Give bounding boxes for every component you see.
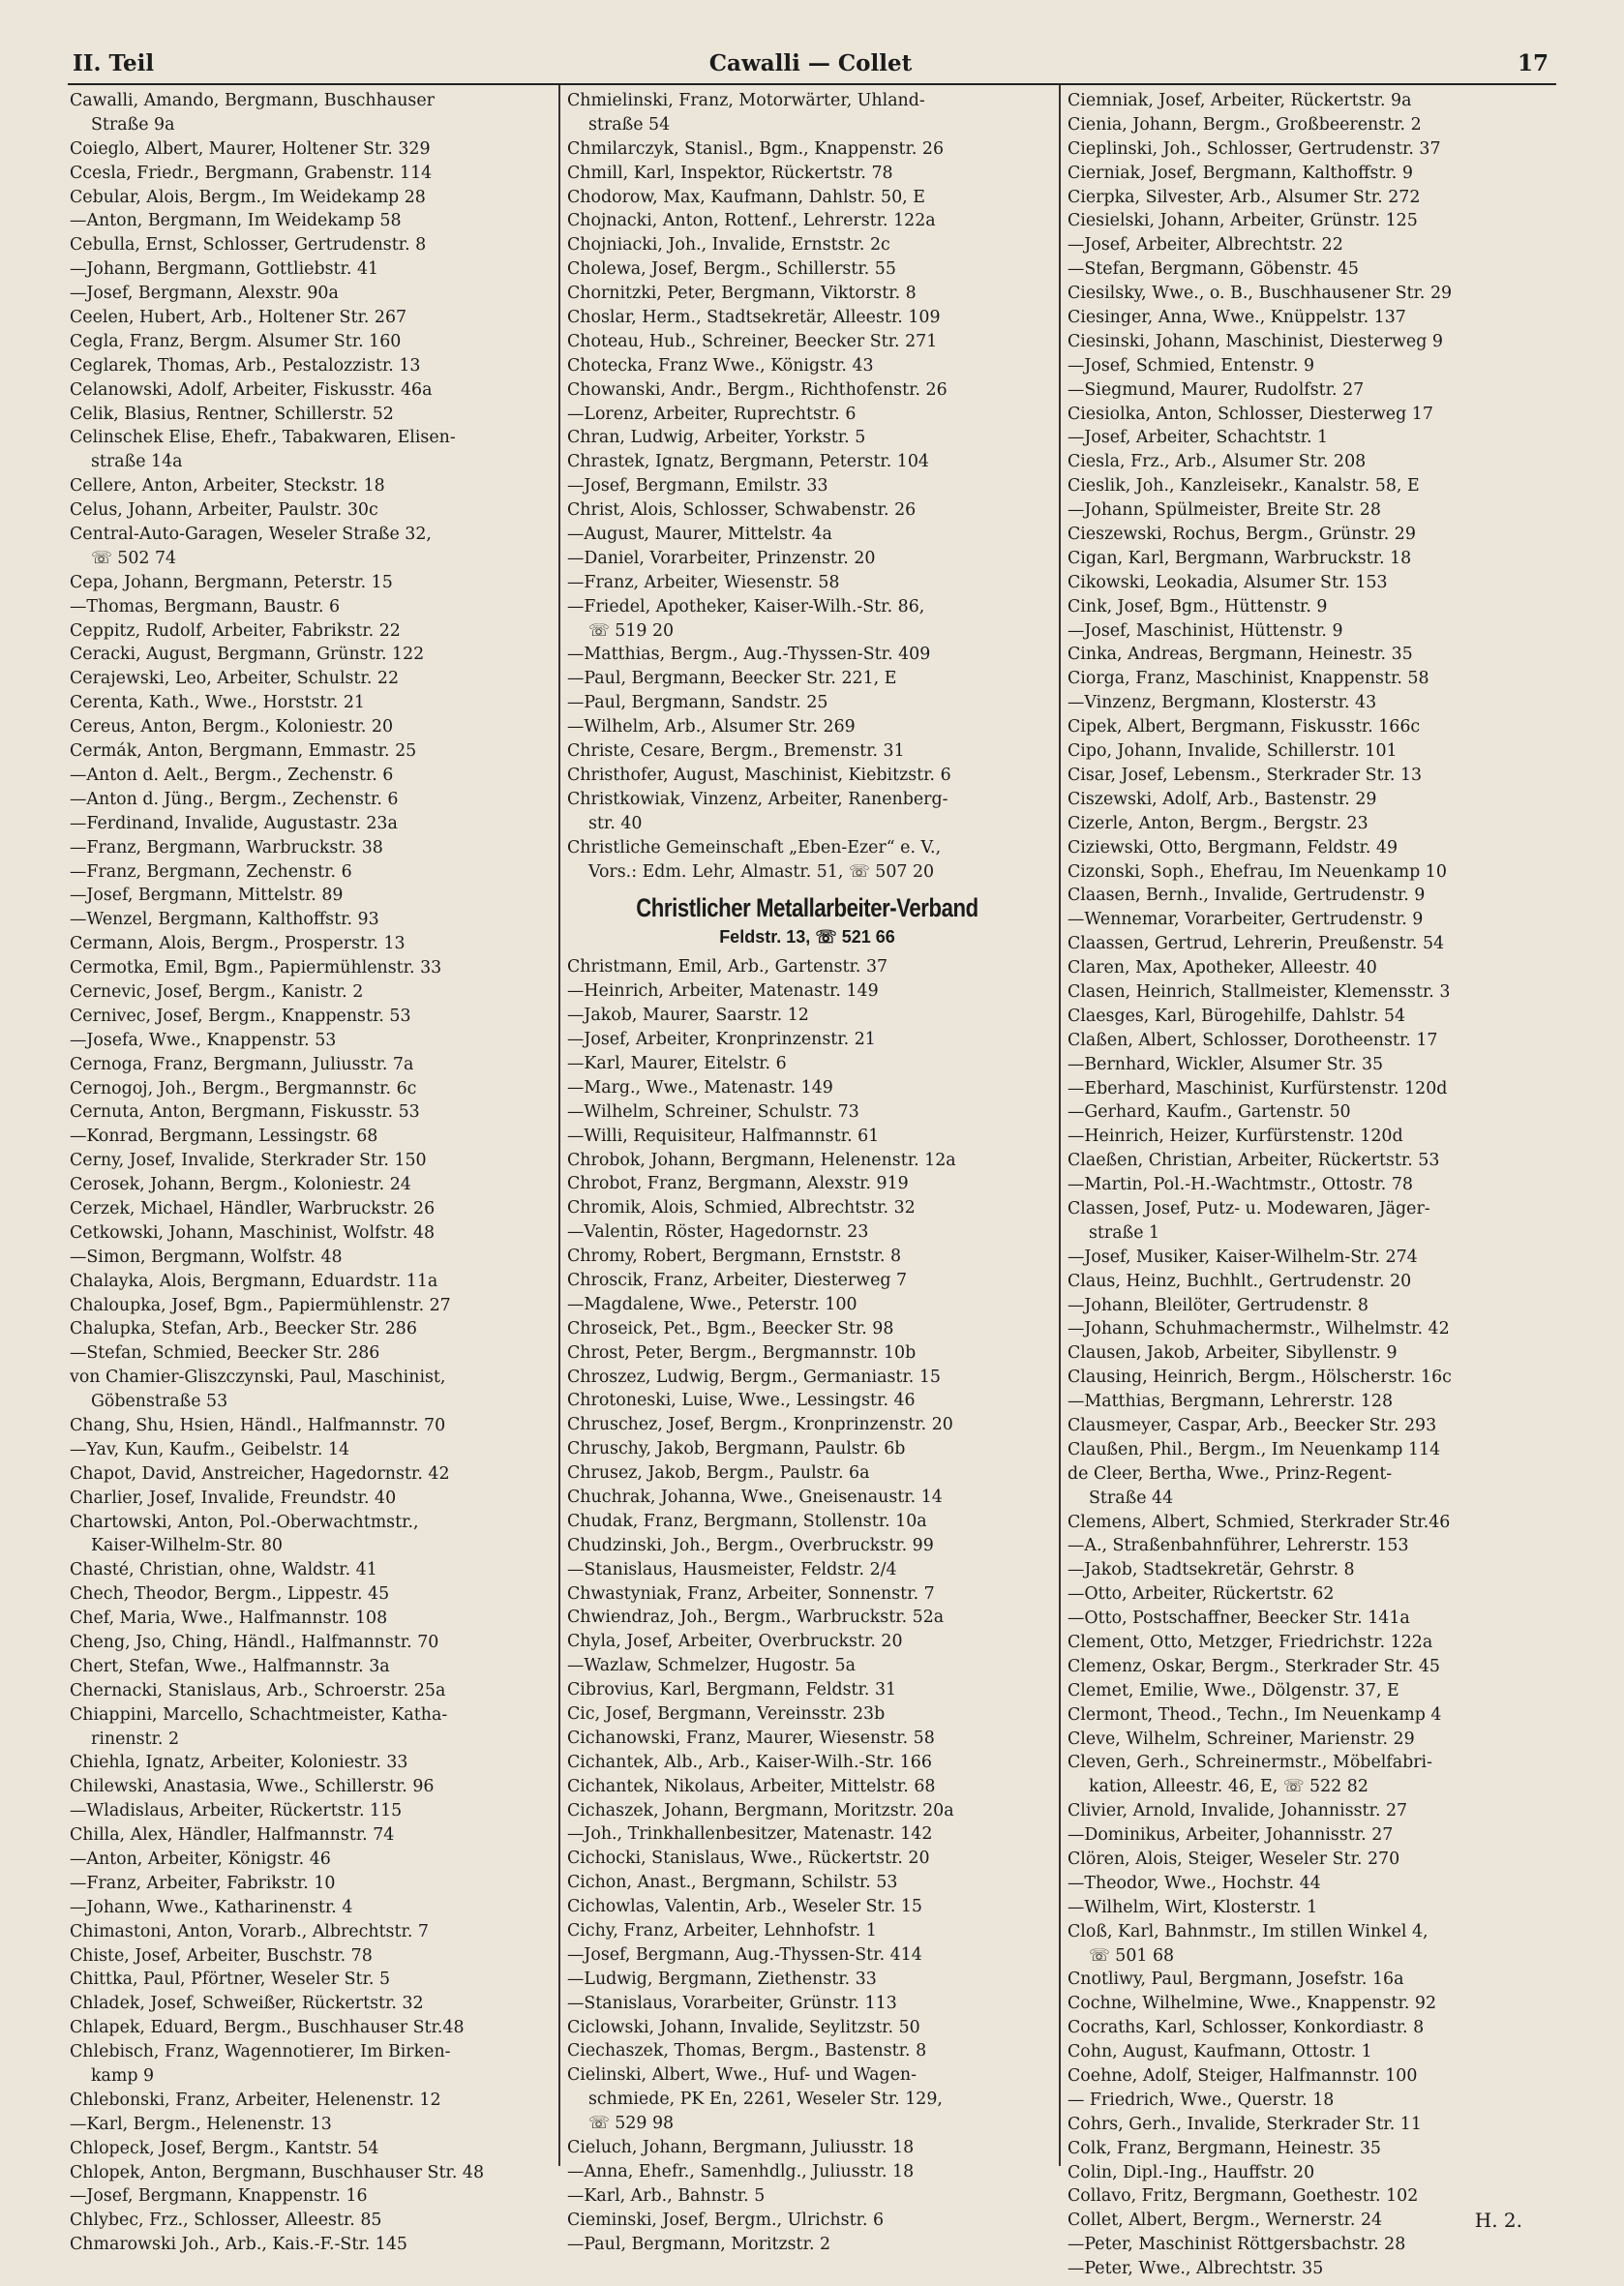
column-1 <box>70 89 550 2257</box>
directory-entry: Cierpka, Silvester, Arb., Alsumer Str. 272 <box>1068 187 1421 207</box>
directory-entry: Ciclowski, Johann, Invalide, Seylitzstr. 50 <box>567 2017 920 2037</box>
directory-entry: —Josef, Bergmann, Alexstr. 90a <box>70 284 339 304</box>
directory-entry: Ceelen, Hubert, Arb., Holtener Str. 267 <box>70 308 407 328</box>
directory-entry: — Friedrich, Wwe., Querstr. 18 <box>1068 2090 1335 2110</box>
directory-entry: Cichantek, Alb., Arb., Kaiser-Wilh.-Str. 166 <box>567 1752 932 1772</box>
directory-entry: Chromik, Alois, Schmied, Albrechtstr. 32 <box>567 1198 916 1218</box>
directory-entry: —Yav, Kun, Kaufm., Geibelstr. 14 <box>70 1439 350 1459</box>
directory-entry: —Wilhelm, Schreiner, Schulstr. 73 <box>567 1101 859 1122</box>
directory-entry: —Otto, Postschaffner, Beecker Str. 141a <box>1068 1609 1410 1629</box>
directory-entry: Clemens, Albert, Schmied, Sterkrader Str.46 <box>1068 1512 1451 1532</box>
directory-entry: Chlopeck, Josef, Bergm., Kantstr. 54 <box>70 2138 379 2158</box>
directory-entry: Coieglo, Albert, Maurer, Holtener Str. 329 <box>70 138 431 159</box>
directory-entry: —Wladislaus, Arbeiter, Rückertstr. 115 <box>70 1801 403 1821</box>
page-number: 17 <box>1517 50 1549 76</box>
directory-entry: Cieslik, Joh., Kanzleisekr., Kanalstr. 58, E <box>1068 476 1420 496</box>
directory-entry: —Josef, Arbeiter, Albrechtstr. 22 <box>1068 235 1343 256</box>
directory-entry: Coehne, Adolf, Steiger, Halfmannstr. 100 <box>1068 2066 1418 2087</box>
directory-entry: Chert, Stefan, Wwe., Halfmannstr. 3a <box>70 1656 390 1676</box>
directory-entry: Celinschek Elise, Ehefr., Tabakwaren, Elisen- <box>70 428 456 448</box>
directory-entry: Cegla, Franz, Bergm. Alsumer Str. 160 <box>70 331 402 351</box>
directory-entry: Chapot, David, Anstreicher, Hagedornstr. 42 <box>70 1463 450 1484</box>
directory-entry: —Lorenz, Arbeiter, Ruprechtstr. 6 <box>567 404 857 424</box>
directory-entry: Cichaszek, Johann, Bergmann, Moritzstr. 20a <box>567 1800 954 1820</box>
directory-entry: —Bernhard, Wickler, Alsumer Str. 35 <box>1068 1054 1384 1074</box>
directory-entry: Celik, Blasius, Rentner, Schillerstr. 52 <box>70 404 394 424</box>
directory-entry: Chang, Shu, Hsien, Händl., Halfmannstr. 70 <box>70 1415 446 1435</box>
directory-entry: —Josef, Bergmann, Aug.-Thyssen-Str. 414 <box>567 1944 922 1965</box>
directory-entry: Chudak, Franz, Bergmann, Stollenstr. 10a <box>567 1511 927 1531</box>
directory-entry: —Stanislaus, Hausmeister, Feldstr. 2/4 <box>567 1559 897 1579</box>
directory-entry: Clivier, Arnold, Invalide, Johannisstr. 27 <box>1068 1801 1408 1821</box>
directory-entry: Ciesilsky, Wwe., o. B., Buschhausener Str. 29 <box>1068 284 1453 304</box>
directory-entry: Cielinski, Albert, Wwe., Huf- und Wagen- <box>567 2065 917 2086</box>
directory-entry-continuation: Göbenstraße 53 <box>91 1392 228 1412</box>
directory-entry: —Johann, Spülmeister, Breite Str. 28 <box>1068 500 1381 521</box>
directory-entry: Cic, Josef, Bergmann, Vereinsstr. 23b <box>567 1704 886 1724</box>
directory-entry: —Thomas, Bergmann, Baustr. 6 <box>70 596 341 617</box>
directory-entry: Chalayka, Alois, Bergmann, Eduardstr. 11a <box>70 1271 438 1291</box>
directory-entry: —Wilhelm, Wirt, Klosterstr. 1 <box>1068 1897 1318 1917</box>
directory-entry: —Magdalene, Wwe., Peterstr. 100 <box>567 1294 857 1314</box>
directory-entry: Clören, Alois, Steiger, Weseler Str. 270 <box>1068 1850 1400 1870</box>
directory-entry: Ceppitz, Rudolf, Arbeiter, Fabrikstr. 22 <box>70 620 401 641</box>
directory-entry: Cinka, Andreas, Bergmann, Heinestr. 35 <box>1068 645 1413 665</box>
directory-entry: Chaloupka, Josef, Bgm., Papiermühlenstr. 27 <box>70 1295 451 1315</box>
directory-entry: Cleve, Wilhelm, Schreiner, Marienstr. 29 <box>1068 1729 1415 1749</box>
directory-entry: Chmill, Karl, Inspektor, Rückertstr. 78 <box>567 163 893 183</box>
directory-entry: Claren, Max, Apotheker, Alleestr. 40 <box>1068 958 1377 978</box>
directory-entry: Ciemniak, Josef, Arbeiter, Rückertstr. 9a <box>1068 91 1412 110</box>
directory-entry: Cieplinski, Joh., Schlosser, Gertrudenstr. 37 <box>1068 138 1441 159</box>
directory-entry: Clausmeyer, Caspar, Arb., Beecker Str. 293 <box>1068 1415 1437 1435</box>
directory-entry: —Ludwig, Bergmann, Ziethenstr. 33 <box>567 1969 877 1989</box>
directory-entry: —Jakob, Stadtsekretär, Gehrstr. 8 <box>1068 1560 1355 1580</box>
directory-entry: Collet, Albert, Bergm., Wernerstr. 24 <box>1068 2211 1383 2231</box>
directory-entry-continuation: rinenstr. 2 <box>91 1729 180 1749</box>
directory-entry-continuation: kamp 9 <box>91 2066 155 2087</box>
directory-entry: —Josef, Bergmann, Mittelstr. 89 <box>70 886 344 906</box>
directory-entry: Cerny, Josef, Invalide, Sterkrader Str. 150 <box>70 1151 427 1171</box>
directory-entry: —Franz, Arbeiter, Wiesenstr. 58 <box>567 572 840 592</box>
directory-entry: —Paul, Bergmann, Beecker Str. 221, E <box>567 669 897 689</box>
directory-entry: Chmilarczyk, Stanisl., Bgm., Knappenstr. 26 <box>567 138 945 159</box>
directory-entry: Cichocki, Stanislaus, Wwe., Rückertstr. 20 <box>567 1849 930 1869</box>
running-head <box>73 50 1549 83</box>
directory-entry: Cierniak, Josef, Bergmann, Kalthoffstr. 9 <box>1068 163 1413 183</box>
directory-entry: Chartowski, Anton, Pol.-Oberwachtmstr., <box>70 1512 419 1532</box>
directory-entry: Chroszez, Ludwig, Bergm., Germaniastr. 15 <box>567 1367 941 1387</box>
directory-entry: Cipo, Johann, Invalide, Schillerstr. 101 <box>1068 741 1398 762</box>
directory-entry-continuation: Straße 44 <box>1089 1488 1174 1508</box>
directory-entry: —Willi, Requisiteur, Halfmannstr. 61 <box>567 1126 880 1146</box>
directory-entry: Chrusez, Jakob, Bergm., Paulstr. 6a <box>567 1463 870 1484</box>
directory-entry: Chrobok, Johann, Bergmann, Helenenstr. 12a <box>567 1150 956 1170</box>
directory-entry: —Theodor, Wwe., Hochstr. 44 <box>1068 1873 1321 1893</box>
directory-entry: Cienia, Johann, Bergm., Großbeerenstr. 2 <box>1068 114 1422 135</box>
directory-entry: —August, Maurer, Mittelstr. 4a <box>567 525 832 545</box>
directory-entry: Chrotoneski, Luise, Wwe., Lessingstr. 46 <box>567 1391 916 1411</box>
directory-entry: —Stefan, Bergmann, Göbenstr. 45 <box>1068 259 1359 280</box>
directory-entry: —Siegmund, Maurer, Rudolfstr. 27 <box>1068 379 1365 400</box>
directory-entry: Cichanowski, Franz, Maurer, Wiesenstr. 58 <box>567 1728 935 1748</box>
directory-entry: Chlybec, Frz., Schlosser, Alleestr. 85 <box>70 2211 382 2231</box>
directory-entry: Clement, Otto, Metzger, Friedrichstr. 122a <box>1068 1633 1433 1652</box>
directory-entry: Ciesiolka, Anton, Schlosser, Diesterweg 17 <box>1068 404 1433 424</box>
directory-entry: Cebular, Alois, Bergm., Im Weidekamp 28 <box>70 187 426 207</box>
directory-entry: Cerosek, Johann, Bergm., Koloniestr. 24 <box>70 1175 411 1195</box>
directory-entry: —Josef, Schmied, Entenstr. 9 <box>1068 355 1315 376</box>
directory-entry-continuation: straße 1 <box>1089 1222 1160 1243</box>
directory-entry: Chilewski, Anastasia, Wwe., Schillerstr. 96 <box>70 1777 435 1797</box>
directory-entry: —Ferdinand, Invalide, Augustastr. 23a <box>70 813 398 833</box>
directory-entry: —Otto, Arbeiter, Rückertstr. 62 <box>1068 1584 1335 1605</box>
directory-entry: Charlier, Josef, Invalide, Freundstr. 40 <box>70 1488 397 1508</box>
directory-entry: —Franz, Arbeiter, Fabrikstr. 10 <box>70 1873 336 1893</box>
directory-entry: Chladek, Josef, Schweißer, Rückertstr. 32 <box>70 1994 424 2014</box>
directory-entry: Cibrovius, Karl, Bergmann, Feldstr. 31 <box>567 1680 897 1700</box>
directory-entry: Clausen, Jakob, Arbeiter, Sibyllenstr. 9 <box>1068 1343 1398 1364</box>
directory-entry: —Johann, Bleilöter, Gertrudenstr. 8 <box>1068 1295 1368 1315</box>
directory-entry: Ciesla, Frz., Arb., Alsumer Str. 208 <box>1068 452 1367 472</box>
directory-entry: Cipek, Albert, Bergmann, Fiskusstr. 166c <box>1068 717 1421 737</box>
directory-entry: —Wenzel, Bergmann, Kalthoffstr. 93 <box>70 910 379 930</box>
directory-entry: Chiehla, Ignatz, Arbeiter, Koloniestr. 33 <box>70 1753 408 1773</box>
directory-entry: Cermák, Anton, Bergmann, Emmastr. 25 <box>70 741 417 762</box>
directory-entry: —Konrad, Bergmann, Lessingstr. 68 <box>70 1127 378 1147</box>
directory-entry: Ciziewski, Otto, Bergmann, Feldstr. 49 <box>1068 837 1398 857</box>
directory-entry: Colin, Dipl.-Ing., Hauffstr. 20 <box>1068 2162 1315 2182</box>
directory-entry: —Paul, Bergmann, Sandstr. 25 <box>567 693 828 713</box>
directory-entry: Clermont, Theod., Techn., Im Neuenkamp 4 <box>1068 1704 1442 1725</box>
directory-entry: —Stanislaus, Vorarbeiter, Grünstr. 113 <box>567 1993 897 2013</box>
directory-entry: Celus, Johann, Arbeiter, Paulstr. 30c <box>70 500 378 521</box>
directory-entry-continuation: ☏ 502 74 <box>91 548 177 568</box>
directory-entry: —Valentin, Röster, Hagedornstr. 23 <box>567 1222 869 1243</box>
advertisement-address: Feldstr. 13, ☏ 521 66 <box>719 927 895 947</box>
directory-entry: Chodorow, Max, Kaufmann, Dahlstr. 50, E <box>567 187 925 207</box>
directory-entry: Chlopek, Anton, Bergmann, Buschhauser Str. 48 <box>70 2162 485 2182</box>
directory-entry: —Vinzenz, Bergmann, Klosterstr. 43 <box>1068 693 1377 713</box>
directory-entry: —Wilhelm, Arb., Alsumer Str. 269 <box>567 717 856 737</box>
directory-entry: Clemenz, Oskar, Bergm., Sterkrader Str. 45 <box>1068 1656 1440 1676</box>
directory-entry: Chmielinski, Franz, Motorwärter, Uhland- <box>567 91 925 110</box>
directory-entry: —Matthias, Bergmann, Lehrerstr. 128 <box>1068 1392 1394 1412</box>
directory-entry: Chech, Theodor, Bergm., Lippestr. 45 <box>70 1584 390 1605</box>
directory-entry: Chudzinski, Joh., Bergm., Overbruckstr. 99 <box>567 1535 934 1555</box>
directory-entry: Claußen, Phil., Bergm., Im Neuenkamp 114 <box>1068 1439 1441 1459</box>
directory-entry: Ciesinski, Johann, Maschinist, Diesterweg 9 <box>1068 331 1443 351</box>
directory-entry: Cohrs, Gerh., Invalide, Sterkrader Str. 11 <box>1068 2114 1422 2134</box>
directory-entry: —Heinrich, Arbeiter, Matenastr. 149 <box>567 981 879 1002</box>
directory-entry: Cheng, Jso, Ching, Händl., Halfmannstr. 70 <box>70 1633 439 1652</box>
directory-entry-continuation: straße 54 <box>588 114 671 135</box>
directory-entry: Chornitzki, Peter, Bergmann, Viktorstr. 8 <box>567 284 917 304</box>
directory-entry: Christe, Cesare, Bergm., Bremenstr. 31 <box>567 741 905 762</box>
directory-entry: Chimastoni, Anton, Vorarb., Albrechtstr. 7 <box>70 1921 429 1941</box>
directory-entry: —A., Straßenbahnführer, Lehrerstr. 153 <box>1068 1536 1409 1556</box>
directory-entry: Cloß, Karl, Bahnmstr., Im stillen Winkel 4, <box>1068 1921 1429 1941</box>
directory-entry: Claesges, Karl, Bürogehilfe, Dahlstr. 54 <box>1068 1006 1406 1026</box>
directory-entry: Chalupka, Stefan, Arb., Beecker Str. 286 <box>70 1319 417 1339</box>
directory-entry: —Peter, Wwe., Albrechtstr. 35 <box>1068 2259 1324 2279</box>
directory-entry: Chroscik, Franz, Arbeiter, Diesterweg 7 <box>567 1270 908 1290</box>
directory-entry: Choteau, Hub., Schreiner, Beecker Str. 271 <box>567 331 938 351</box>
directory-entry: Chwiendraz, Joh., Bergm., Warbruckstr. 52a <box>567 1608 945 1628</box>
directory-entry: Ciechaszek, Thomas, Bergm., Bastenstr. 8 <box>567 2041 927 2061</box>
directory-entry: —Wazlaw, Schmelzer, Hugostr. 5a <box>567 1656 856 1676</box>
directory-entry: Chuchrak, Johanna, Wwe., Gneisenaustr. 14 <box>567 1487 943 1507</box>
directory-entry: Cichowlas, Valentin, Arb., Weseler Str. 15 <box>567 1897 923 1917</box>
directory-entry: Cerenta, Kath., Wwe., Horststr. 21 <box>70 693 365 713</box>
directory-entry: Clausing, Heinrich, Bergm., Hölscherstr. 16c <box>1068 1368 1452 1388</box>
directory-entry-continuation: ☏ 529 98 <box>588 2114 675 2134</box>
directory-entry: Ciszewski, Adolf, Arb., Bastenstr. 29 <box>1068 789 1377 809</box>
directory-entry: Chruschy, Jakob, Bergmann, Paulstr. 6b <box>567 1439 906 1459</box>
directory-entry: von Chamier-Gliszczynski, Paul, Maschinist, <box>70 1368 446 1388</box>
directory-entry: Christmann, Emil, Arb., Gartenstr. 37 <box>567 957 888 978</box>
directory-entry: —Anton, Bergmann, Im Weidekamp 58 <box>70 211 402 231</box>
directory-entry: Cholewa, Josef, Bergm., Schillerstr. 55 <box>567 259 896 280</box>
directory-entry: Choslar, Herm., Stadtsekretär, Alleestr. 109 <box>567 308 941 328</box>
directory-entry-continuation: kation, Alleestr. 46, E, ☏ 522 82 <box>1089 1777 1368 1797</box>
directory-entry-continuation: Kaiser-Wilhelm-Str. 80 <box>91 1536 283 1556</box>
directory-entry: Christkowiak, Vinzenz, Arbeiter, Ranenberg- <box>567 789 948 809</box>
directory-entry: —Karl, Arb., Bahnstr. 5 <box>567 2185 766 2206</box>
directory-entry: Chmarowski Joh., Arb., Kais.-F.-Str. 145 <box>70 2235 407 2255</box>
advertisement-heading: Christlicher Metallarbeiter-Verband <box>636 893 978 923</box>
directory-entry: Clemet, Emilie, Wwe., Dölgenstr. 37, E <box>1068 1680 1399 1700</box>
directory-entry: Chran, Ludwig, Arbeiter, Yorkstr. 5 <box>567 428 866 448</box>
directory-entry: Chlebonski, Franz, Arbeiter, Helenenstr. 12 <box>70 2090 441 2110</box>
directory-entry: —Josef, Musiker, Kaiser-Wilhelm-Str. 274 <box>1068 1247 1418 1267</box>
directory-entry: Cichy, Franz, Arbeiter, Lehnhofstr. 1 <box>567 1921 877 1941</box>
directory-entry: Chef, Maria, Wwe., Halfmannstr. 108 <box>70 1609 388 1629</box>
directory-entry: —Dominikus, Arbeiter, Johannisstr. 27 <box>1068 1825 1394 1846</box>
directory-entry: Chroseick, Pet., Bgm., Beecker Str. 98 <box>567 1318 894 1339</box>
directory-entry: Collavo, Fritz, Bergmann, Goethestr. 102 <box>1068 2186 1419 2207</box>
directory-entry: Chilla, Alex, Händler, Halfmannstr. 74 <box>70 1825 395 1846</box>
directory-entry: —Josef, Arbeiter, Kronprinzenstr. 21 <box>567 1030 876 1050</box>
directory-entry: Claßen, Albert, Schlosser, Dorotheenstr. 17 <box>1068 1030 1438 1050</box>
directory-entry: —Josef, Arbeiter, Schachtstr. 1 <box>1068 428 1329 448</box>
directory-entry: —Marg., Wwe., Matenastr. 149 <box>567 1077 833 1098</box>
directory-entry: Ciesielski, Johann, Arbeiter, Grünstr. 125 <box>1068 211 1418 231</box>
directory-entry: Cichantek, Nikolaus, Arbeiter, Mittelstr. 68 <box>567 1776 936 1796</box>
directory-entry: Chlebisch, Franz, Wagennotierer, Im Birken- <box>70 2042 451 2062</box>
directory-entry: Chiappini, Marcello, Schachtmeister, Katha- <box>70 1704 448 1725</box>
directory-entry: —Franz, Bergmann, Zechenstr. 6 <box>70 861 352 882</box>
directory-entry: —Franz, Bergmann, Warbruckstr. 38 <box>70 837 383 857</box>
directory-entry: Chittka, Paul, Pförtner, Weseler Str. 5 <box>70 1970 391 1990</box>
directory-entry: Cigan, Karl, Bergmann, Warbruckstr. 18 <box>1068 548 1412 568</box>
directory-entry: Cink, Josef, Bgm., Hüttenstr. 9 <box>1068 596 1328 617</box>
directory-entry: Clasen, Heinrich, Stallmeister, Klemensstr. 3 <box>1068 981 1451 1002</box>
directory-entry: —Friedel, Apotheker, Kaiser-Wilh.-Str. 86, <box>567 596 925 617</box>
directory-entry: Chwastyniak, Franz, Arbeiter, Sonnenstr. 7 <box>567 1583 935 1604</box>
directory-entry: Christhofer, August, Maschinist, Kiebitzstr. 6 <box>567 765 951 785</box>
directory-entry: Cepa, Johann, Bergmann, Peterstr. 15 <box>70 572 393 592</box>
directory-entry: Cizerle, Anton, Bergm., Bergstr. 23 <box>1068 813 1368 833</box>
directory-entry: —Karl, Maurer, Eitelstr. 6 <box>567 1053 787 1073</box>
directory-entry: Chiste, Josef, Arbeiter, Buschstr. 78 <box>70 1945 373 1966</box>
directory-entry: Chyla, Josef, Arbeiter, Overbruckstr. 20 <box>567 1632 903 1652</box>
directory-entry: Cellere, Anton, Arbeiter, Steckstr. 18 <box>70 476 385 496</box>
directory-entry: Chruschez, Josef, Bergm., Kronprinzenstr. 20 <box>567 1415 953 1435</box>
directory-entry: Cernevic, Josef, Bergm., Kanistr. 2 <box>70 981 364 1002</box>
directory-entry: Claeßen, Christian, Arbeiter, Rückertstr. 53 <box>1068 1151 1440 1171</box>
directory-entry: Cetkowski, Johann, Maschinist, Wolfstr. 48 <box>70 1222 436 1243</box>
directory-entry: Cizonski, Soph., Ehefrau, Im Neuenkamp 10 <box>1068 861 1447 882</box>
directory-entry: —Anton d. Aelt., Bergm., Zechenstr. 6 <box>70 765 394 785</box>
directory-entry: —Anton, Arbeiter, Königstr. 46 <box>70 1850 331 1870</box>
directory-entry: Chotecka, Franz Wwe., Königstr. 43 <box>567 355 874 376</box>
directory-entry: Cleven, Gerh., Schreinermstr., Möbelfabri- <box>1068 1753 1432 1773</box>
directory-entry: Chlapek, Eduard, Bergm., Buschhauser Str.48 <box>70 2018 465 2038</box>
directory-entry: Cisar, Josef, Lebensm., Sterkrader Str. 13 <box>1068 765 1423 785</box>
directory-entry: Cernuta, Anton, Bergmann, Fiskusstr. 53 <box>70 1102 420 1123</box>
directory-entry: —Gerhard, Kaufm., Gartenstr. 50 <box>1068 1102 1351 1123</box>
directory-entry-continuation: schmiede, PK En, 2261, Weseler Str. 129, <box>588 2090 943 2110</box>
directory-entry: —Martin, Pol.-H.-Wachtmstr., Ottostr. 78 <box>1068 1175 1413 1195</box>
directory-entry: Cerzek, Michael, Händler, Warbruckstr. 26 <box>70 1198 436 1218</box>
directory-entry: Ciesinger, Anna, Wwe., Knüppelstr. 137 <box>1068 308 1406 328</box>
directory-entry: —Josefa, Wwe., Knappenstr. 53 <box>70 1030 337 1050</box>
directory-entry: Chromy, Robert, Bergmann, Ernststr. 8 <box>567 1247 902 1267</box>
directory-entry: —Joh., Trinkhallenbesitzer, Matenastr. 142 <box>567 1824 933 1845</box>
directory-entry: —Karl, Bergm., Helenenstr. 13 <box>70 2114 332 2134</box>
directory-entry-continuation: Straße 9a <box>91 114 175 135</box>
directory-entry: Cohn, August, Kaufmann, Ottostr. 1 <box>1068 2042 1372 2062</box>
signature-mark: H. 2. <box>1474 2209 1522 2232</box>
directory-entry: Cebulla, Ernst, Schlosser, Gertrudenstr. 8 <box>70 235 427 256</box>
directory-entry: Central-Auto-Garagen, Weseler Straße 32, <box>70 525 432 545</box>
directory-entry: Cichon, Anast., Bergmann, Schilstr. 53 <box>567 1873 898 1893</box>
column-3 <box>1068 89 1548 2281</box>
directory-entry: —Matthias, Bergm., Aug.-Thyssen-Str. 409 <box>567 645 931 665</box>
directory-entry: Cieluch, Johann, Bergmann, Juliusstr. 18 <box>567 2138 915 2158</box>
directory-entry: —Heinrich, Heizer, Kurfürstenstr. 120d <box>1068 1127 1403 1147</box>
column-2 <box>567 89 1047 2256</box>
directory-entry: Cikowski, Leokadia, Alsumer Str. 153 <box>1068 572 1388 592</box>
directory-entry: Ccesla, Friedr., Bergmann, Grabenstr. 114 <box>70 163 433 183</box>
directory-entry: Cermotka, Emil, Bgm., Papiermühlenstr. 33 <box>70 958 442 978</box>
directory-entry: —Anna, Ehefr., Samenhdlg., Juliusstr. 18 <box>567 2161 915 2181</box>
directory-entry-continuation: ☏ 519 20 <box>588 620 675 641</box>
directory-entry: Cocraths, Karl, Schlosser, Konkordiastr. 8 <box>1068 2018 1425 2038</box>
directory-entry: Chrastek, Ignatz, Bergmann, Peterstr. 104 <box>567 452 929 472</box>
directory-entry-continuation: str. 40 <box>588 813 643 833</box>
directory-entry: Chernacki, Stanislaus, Arb., Schroerstr. 25a <box>70 1680 446 1700</box>
name-range: Cawalli — Collet <box>708 50 913 76</box>
directory-entry: —Josef, Maschinist, Hüttenstr. 9 <box>1068 620 1343 641</box>
column-divider-1 <box>558 85 560 2166</box>
directory-entry: —Josef, Bergmann, Knappenstr. 16 <box>70 2186 368 2207</box>
directory-entry: Chrost, Peter, Bergm., Bergmannstr. 10b <box>567 1342 917 1363</box>
directory-entry: Cawalli, Amando, Bergmann, Buschhauser <box>70 91 435 110</box>
directory-entry: Cochne, Wilhelmine, Wwe., Knappenstr. 92 <box>1068 1994 1437 2014</box>
directory-entry: —Jakob, Maurer, Saarstr. 12 <box>567 1006 809 1026</box>
directory-entry: —Josef, Bergmann, Emilstr. 33 <box>567 476 828 496</box>
directory-entry: —Anton d. Jüng., Bergm., Zechenstr. 6 <box>70 789 399 809</box>
header-rule <box>68 83 1556 85</box>
directory-entry: Christ, Alois, Schlosser, Schwabenstr. 26 <box>567 500 917 521</box>
directory-entry: Chasté, Christian, ohne, Waldstr. 41 <box>70 1560 377 1580</box>
directory-entry-continuation: ☏ 501 68 <box>1089 1945 1175 1966</box>
directory-entry: Colk, Franz, Bergmann, Heinestr. 35 <box>1068 2138 1381 2158</box>
directory-entry: Celanowski, Adolf, Arbeiter, Fiskusstr. 46a <box>70 379 433 400</box>
directory-entry: Chrobot, Franz, Bergmann, Alexstr. 919 <box>567 1174 909 1194</box>
directory-entry: Ceracki, August, Bergmann, Grünstr. 122 <box>70 645 425 665</box>
directory-entry: Cereus, Anton, Bergm., Koloniestr. 20 <box>70 717 394 737</box>
directory-entry: —Wennemar, Vorarbeiter, Gertrudenstr. 9 <box>1068 910 1424 930</box>
directory-entry: —Daniel, Vorarbeiter, Prinzenstr. 20 <box>567 548 876 568</box>
directory-entry: —Simon, Bergmann, Wolfstr. 48 <box>70 1247 343 1267</box>
column-divider-2 <box>1059 85 1061 2166</box>
directory-entry: —Eberhard, Maschinist, Kurfürstenstr. 120d <box>1068 1078 1448 1098</box>
directory-entry: Cernivec, Josef, Bergm., Knappenstr. 53 <box>70 1006 411 1026</box>
part-label: II. Teil <box>73 50 155 76</box>
directory-entry: Cerajewski, Leo, Arbeiter, Schulstr. 22 <box>70 669 400 689</box>
directory-entry: Claassen, Gertrud, Lehrerin, Preußenstr. 54 <box>1068 934 1445 954</box>
directory-entry: Christliche Gemeinschaft „Eben-Ezer“ e. V., <box>567 837 942 857</box>
directory-entry: Cernogoj, Joh., Bergm., Bergmannstr. 6c <box>70 1078 417 1098</box>
directory-entry: —Paul, Bergmann, Moritzstr. 2 <box>567 2234 831 2254</box>
directory-entry: Claasen, Bernh., Invalide, Gertrudenstr. 9 <box>1068 886 1426 906</box>
directory-entry-continuation: straße 14a <box>91 452 183 472</box>
directory-entry: Ciorga, Franz, Maschinist, Knappenstr. 58 <box>1068 669 1429 689</box>
directory-entry: Claus, Heinz, Buchhlt., Gertrudenstr. 20 <box>1068 1271 1412 1291</box>
directory-entry: Chowanski, Andr., Bergm., Richthofenstr. 26 <box>567 379 947 400</box>
directory-entry: —Johann, Bergmann, Gottliebstr. 41 <box>70 259 379 280</box>
directory-entry: —Johann, Schuhmachermstr., Wilhelmstr. 42 <box>1068 1319 1450 1339</box>
directory-entry: Chojnacki, Anton, Rottenf., Lehrerstr. 122a <box>567 211 936 231</box>
directory-entry: Ceglarek, Thomas, Arb., Pestalozzistr. 13 <box>70 355 421 376</box>
directory-entry-continuation: Vors.: Edm. Lehr, Almastr. 51, ☏ 507 20 <box>588 861 935 882</box>
directory-entry: Cermann, Alois, Bergm., Prosperstr. 13 <box>70 934 406 954</box>
directory-entry: Cnotliwy, Paul, Bergmann, Josefstr. 16a <box>1068 1970 1404 1990</box>
directory-entry: Cernoga, Franz, Bergmann, Juliusstr. 7a <box>70 1054 414 1074</box>
directory-entry: Chojniacki, Joh., Invalide, Ernststr. 2c <box>567 235 890 256</box>
directory-entry: —Johann, Wwe., Katharinenstr. 4 <box>70 1897 353 1917</box>
directory-entry: —Stefan, Schmied, Beecker Str. 286 <box>70 1343 380 1364</box>
directory-entry: Classen, Josef, Putz- u. Modewaren, Jäger- <box>1068 1198 1430 1218</box>
directory-entry: de Cleer, Bertha, Wwe., Prinz-Regent- <box>1068 1463 1393 1484</box>
directory-entry: Cieszewski, Rochus, Bergm., Grünstr. 29 <box>1068 525 1416 545</box>
directory-entry: —Peter, Maschinist Röttgersbachstr. 28 <box>1068 2235 1406 2255</box>
directory-entry: Cieminski, Josef, Bergm., Ulrichstr. 6 <box>567 2210 885 2230</box>
